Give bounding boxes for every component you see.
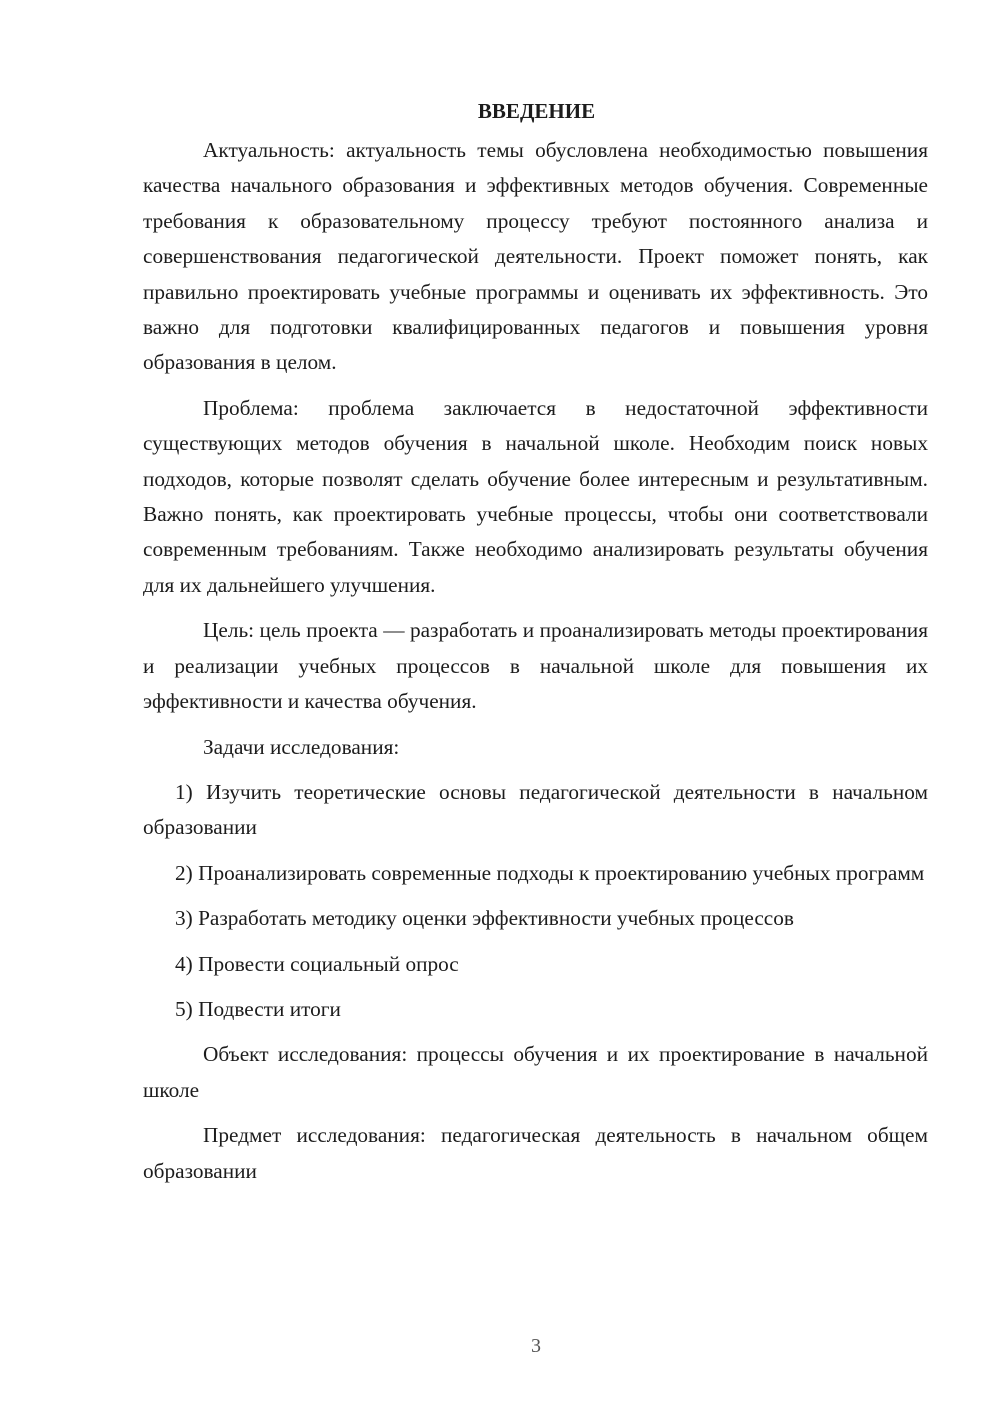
document-page [143,96,928,1199]
relevance-paragraph: Актуальность: актуальность темы обусловлена необходимостью повышения качества начального образования и эффективных методов обучения. Современные требования к образовательному процессу требуют постоянного анализа и совершенствования педагогической деятельности. Проект поможет понять, как правильно проектировать учебные программы и оценивать их эффективность. Это важно для подготовки квалифицированных педагогов и повышения уровня образования в целом. [143,138,928,375]
task-item-4: 4) Провести социальный опрос [175,951,459,976]
tasks-heading: Задачи исследования: [203,734,400,759]
problem-paragraph: Проблема: проблема заключается в недостаточной эффективности существующих методов обучения в начальной школе. Необходим поиск новых подходов, которые позволят сделать обучение более интересным и результативным. Важно понять, как проектировать учебные процессы, чтобы они соответствовали современным требованиям. Также необходимо анализировать результаты обучения для их дальнейшего улучшения. [143,395,928,597]
task-item-5: 5) Подвести итоги [175,996,341,1021]
task-item-2: 2) Проанализировать современные подходы к проектированию учебных программ [175,860,925,885]
task-item-1: 1) Изучить теоретические основы педагогической деятельности в начальном образовании [143,779,928,840]
page-number: 3 [531,1335,541,1357]
subject-paragraph: Предмет исследования: педагогическая деятельность в начальном общем образовании [143,1123,928,1183]
page-title: ВВЕДЕНИЕ [477,99,596,123]
object-paragraph: Объект исследования: процессы обучения и их проектирование в начальной школе [143,1042,928,1102]
goal-paragraph: Цель: цель проекта — разработать и проанализировать методы проектирования и реализации учебных процессов в начальной школе для повышения их эффективности и качества обучения. [143,618,928,714]
task-item-3: 3) Разработать методику оценки эффективности учебных процессов [175,906,794,931]
